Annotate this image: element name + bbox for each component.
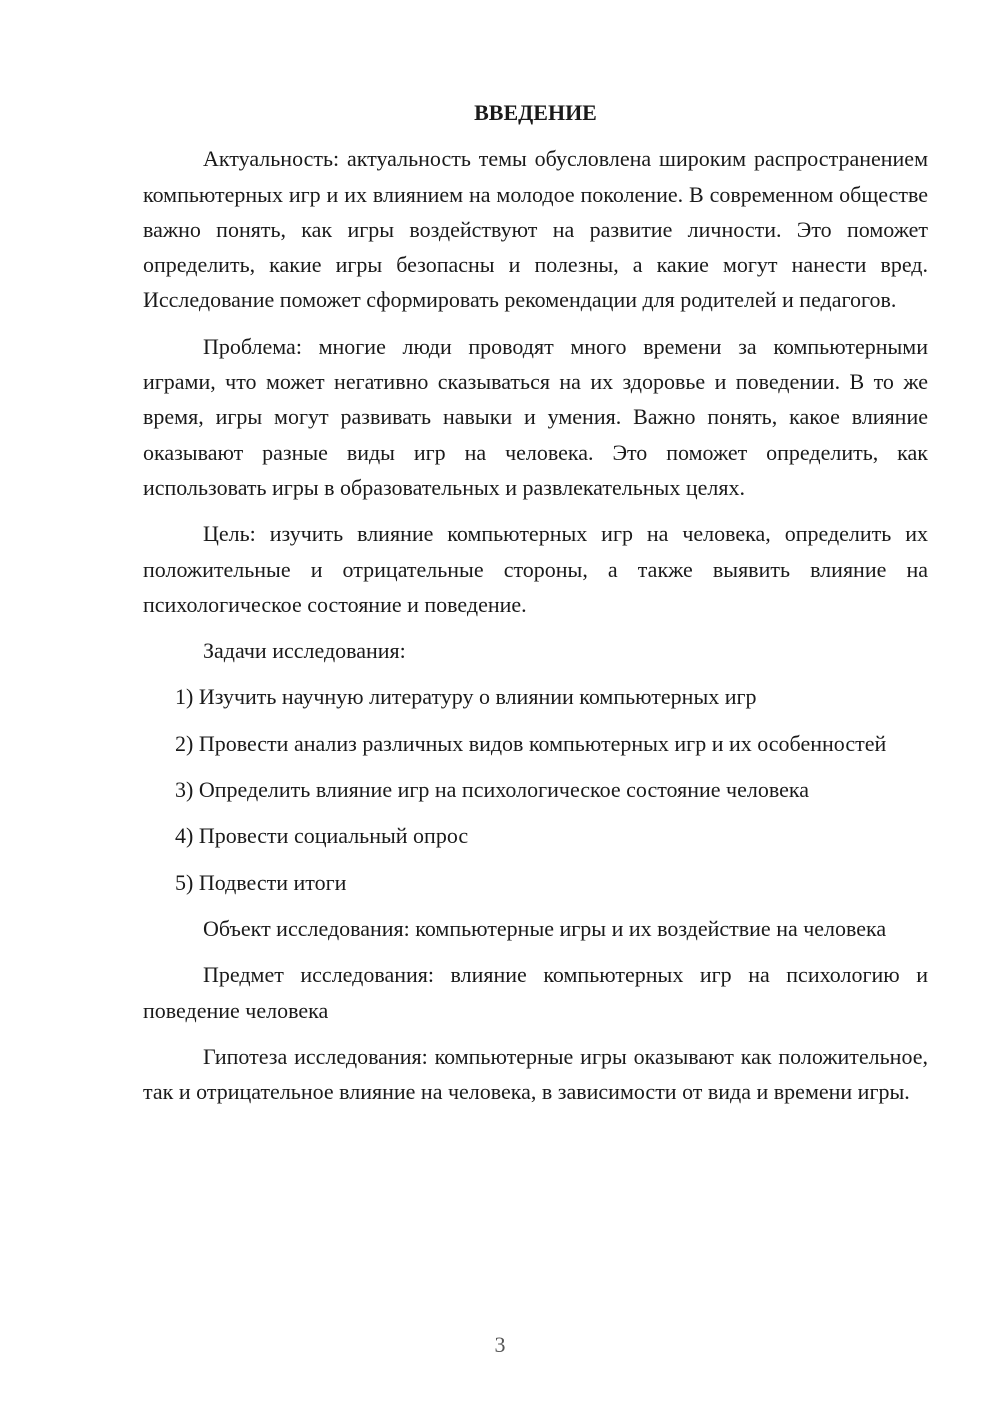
document-page: [143, 95, 928, 1120]
paragraph-relevance: Актуальность: актуальность темы обусловлена широким распространением компьютерных игр и их влиянием на молодое поколение. В современном обществе важно понять, как игры воздействуют на развитие личности. Это поможет определить, какие игры безопасны и полезны, а какие могут нанести вред. Исследование поможет сформировать рекомендации для родителей и педагогов.: [143, 146, 928, 313]
paragraph-goal: Цель: изучить влияние компьютерных игр на человека, определить их положительные и отрицательные стороны, а также выявить влияние на психологическое состояние и поведение.: [143, 521, 928, 617]
paragraph-subject: Предмет исследования: влияние компьютерных игр на психологию и поведение человека: [143, 962, 928, 1023]
paragraph-problem: Проблема: многие люди проводят много времени за компьютерными играми, что может негативно сказываться на их здоровье и поведении. В то же время, игры могут развивать навыки и умения. Важно понять, какое влияние оказывают разные виды игр на человека. Это поможет определить, как использовать игры в образовательных и развлекательных целях.: [143, 333, 928, 500]
task-item: 2) Провести анализ различных видов компьютерных игр и их особенностей: [175, 730, 887, 756]
paragraph-hypothesis: Гипотеза исследования: компьютерные игры оказывают как положительное, так и отрицательное влияние на человека, в зависимости от вида и времени игры.: [143, 1043, 928, 1105]
task-item: 1) Изучить научную литературу о влиянии компьютерных игр: [175, 684, 757, 710]
section-title: ВВЕДЕНИЕ: [474, 100, 597, 125]
page-number: 3: [494, 1332, 506, 1357]
paragraph-object: Объект исследования: компьютерные игры и их воздействие на человека: [203, 915, 887, 941]
tasks-heading: Задачи исследования:: [203, 638, 406, 664]
task-item: 3) Определить влияние игр на психологическое состояние человека: [175, 777, 810, 803]
task-item: 5) Подвести итоги: [175, 869, 347, 895]
task-item: 4) Провести социальный опрос: [175, 823, 469, 849]
